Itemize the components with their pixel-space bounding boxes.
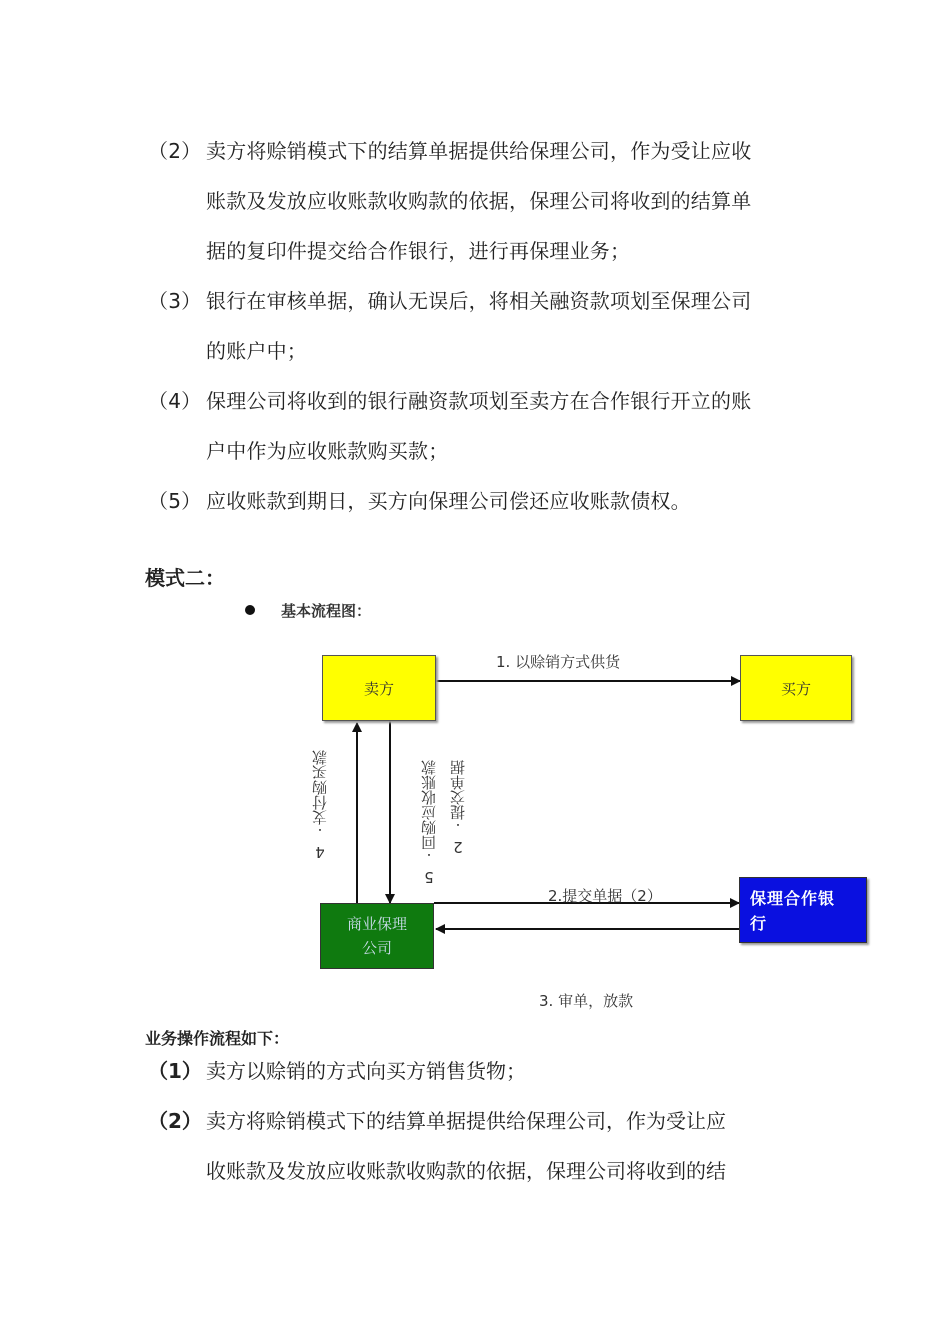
edge-label-review-loan: 3. 审单，放款	[539, 992, 634, 1010]
step-2	[148, 1096, 726, 1196]
paragraph-line: 账款及发放应收账款收购款的依据，保理公司将收到的结算单	[206, 189, 752, 213]
paragraph-5	[148, 476, 691, 526]
paragraph-number: （5）	[148, 489, 202, 513]
step-1	[148, 1046, 526, 1096]
step-number: （1）	[148, 1059, 202, 1083]
factor-label-line2: 公司	[361, 939, 392, 957]
edge-label-pay-purchase: 4.支付购买款	[311, 750, 329, 861]
edge-label-supply: 1. 以赊销方式供货	[496, 653, 621, 671]
bank-label-line2: 行	[750, 914, 768, 933]
paragraph-3	[148, 276, 751, 376]
edge-label-repurchase: 5.回购应收账款	[420, 760, 438, 886]
seller-label: 卖方	[363, 679, 394, 698]
paragraph-line: 据的复印件提交给合作银行，进行再保理业务；	[206, 239, 631, 263]
paragraph-line: 卖方将赊销模式下的结算单据提供给保理公司，作为受让应收	[206, 139, 752, 163]
buyer-label: 买方	[780, 679, 811, 698]
paragraph-line: 银行在审核单据，确认无误后，将相关融资款项划至保理公司	[206, 289, 752, 313]
step-line: 卖方将赊销模式下的结算单据提供给保理公司，作为受让应	[206, 1109, 726, 1133]
process-subheading: 业务操作流程如下：	[145, 1029, 290, 1048]
seller-box	[322, 655, 436, 721]
paragraph-number: （3）	[148, 289, 202, 313]
factor-company-box	[320, 903, 434, 969]
step-line: 收账款及发放应收账款收购款的依据，保理公司将收到的结	[206, 1159, 726, 1183]
buyer-box	[740, 655, 852, 721]
edge-label-submit-docs: 2.提交单据	[449, 760, 467, 856]
paragraph-4	[148, 376, 751, 476]
paragraph-2	[148, 126, 751, 276]
step-number: （2）	[148, 1109, 202, 1133]
flowchart-label: 基本流程图：	[281, 602, 372, 620]
factor-label-line1: 商业保理	[346, 915, 407, 933]
paragraph-line: 应收账款到期日，买方向保理公司偿还应收账款债权。	[206, 489, 691, 513]
bank-label-line1: 保理合作银	[750, 889, 836, 908]
paragraph-number: （4）	[148, 389, 202, 413]
paragraph-number: （2）	[148, 139, 202, 163]
partner-bank-box	[739, 877, 867, 943]
mode-heading: 模式二：	[145, 566, 225, 590]
paragraph-line: 的账户中；	[206, 339, 307, 363]
step-line: 卖方以赊销的方式向买方销售货物；	[206, 1059, 526, 1083]
edge-label-submit-to-bank: 2.提交单据（2）	[548, 887, 662, 905]
paragraph-line: 保理公司将收到的银行融资款项划至卖方在合作银行开立的账	[206, 389, 752, 413]
bullet-icon	[245, 605, 255, 615]
paragraph-line: 户中作为应收账款购买款；	[206, 439, 449, 463]
